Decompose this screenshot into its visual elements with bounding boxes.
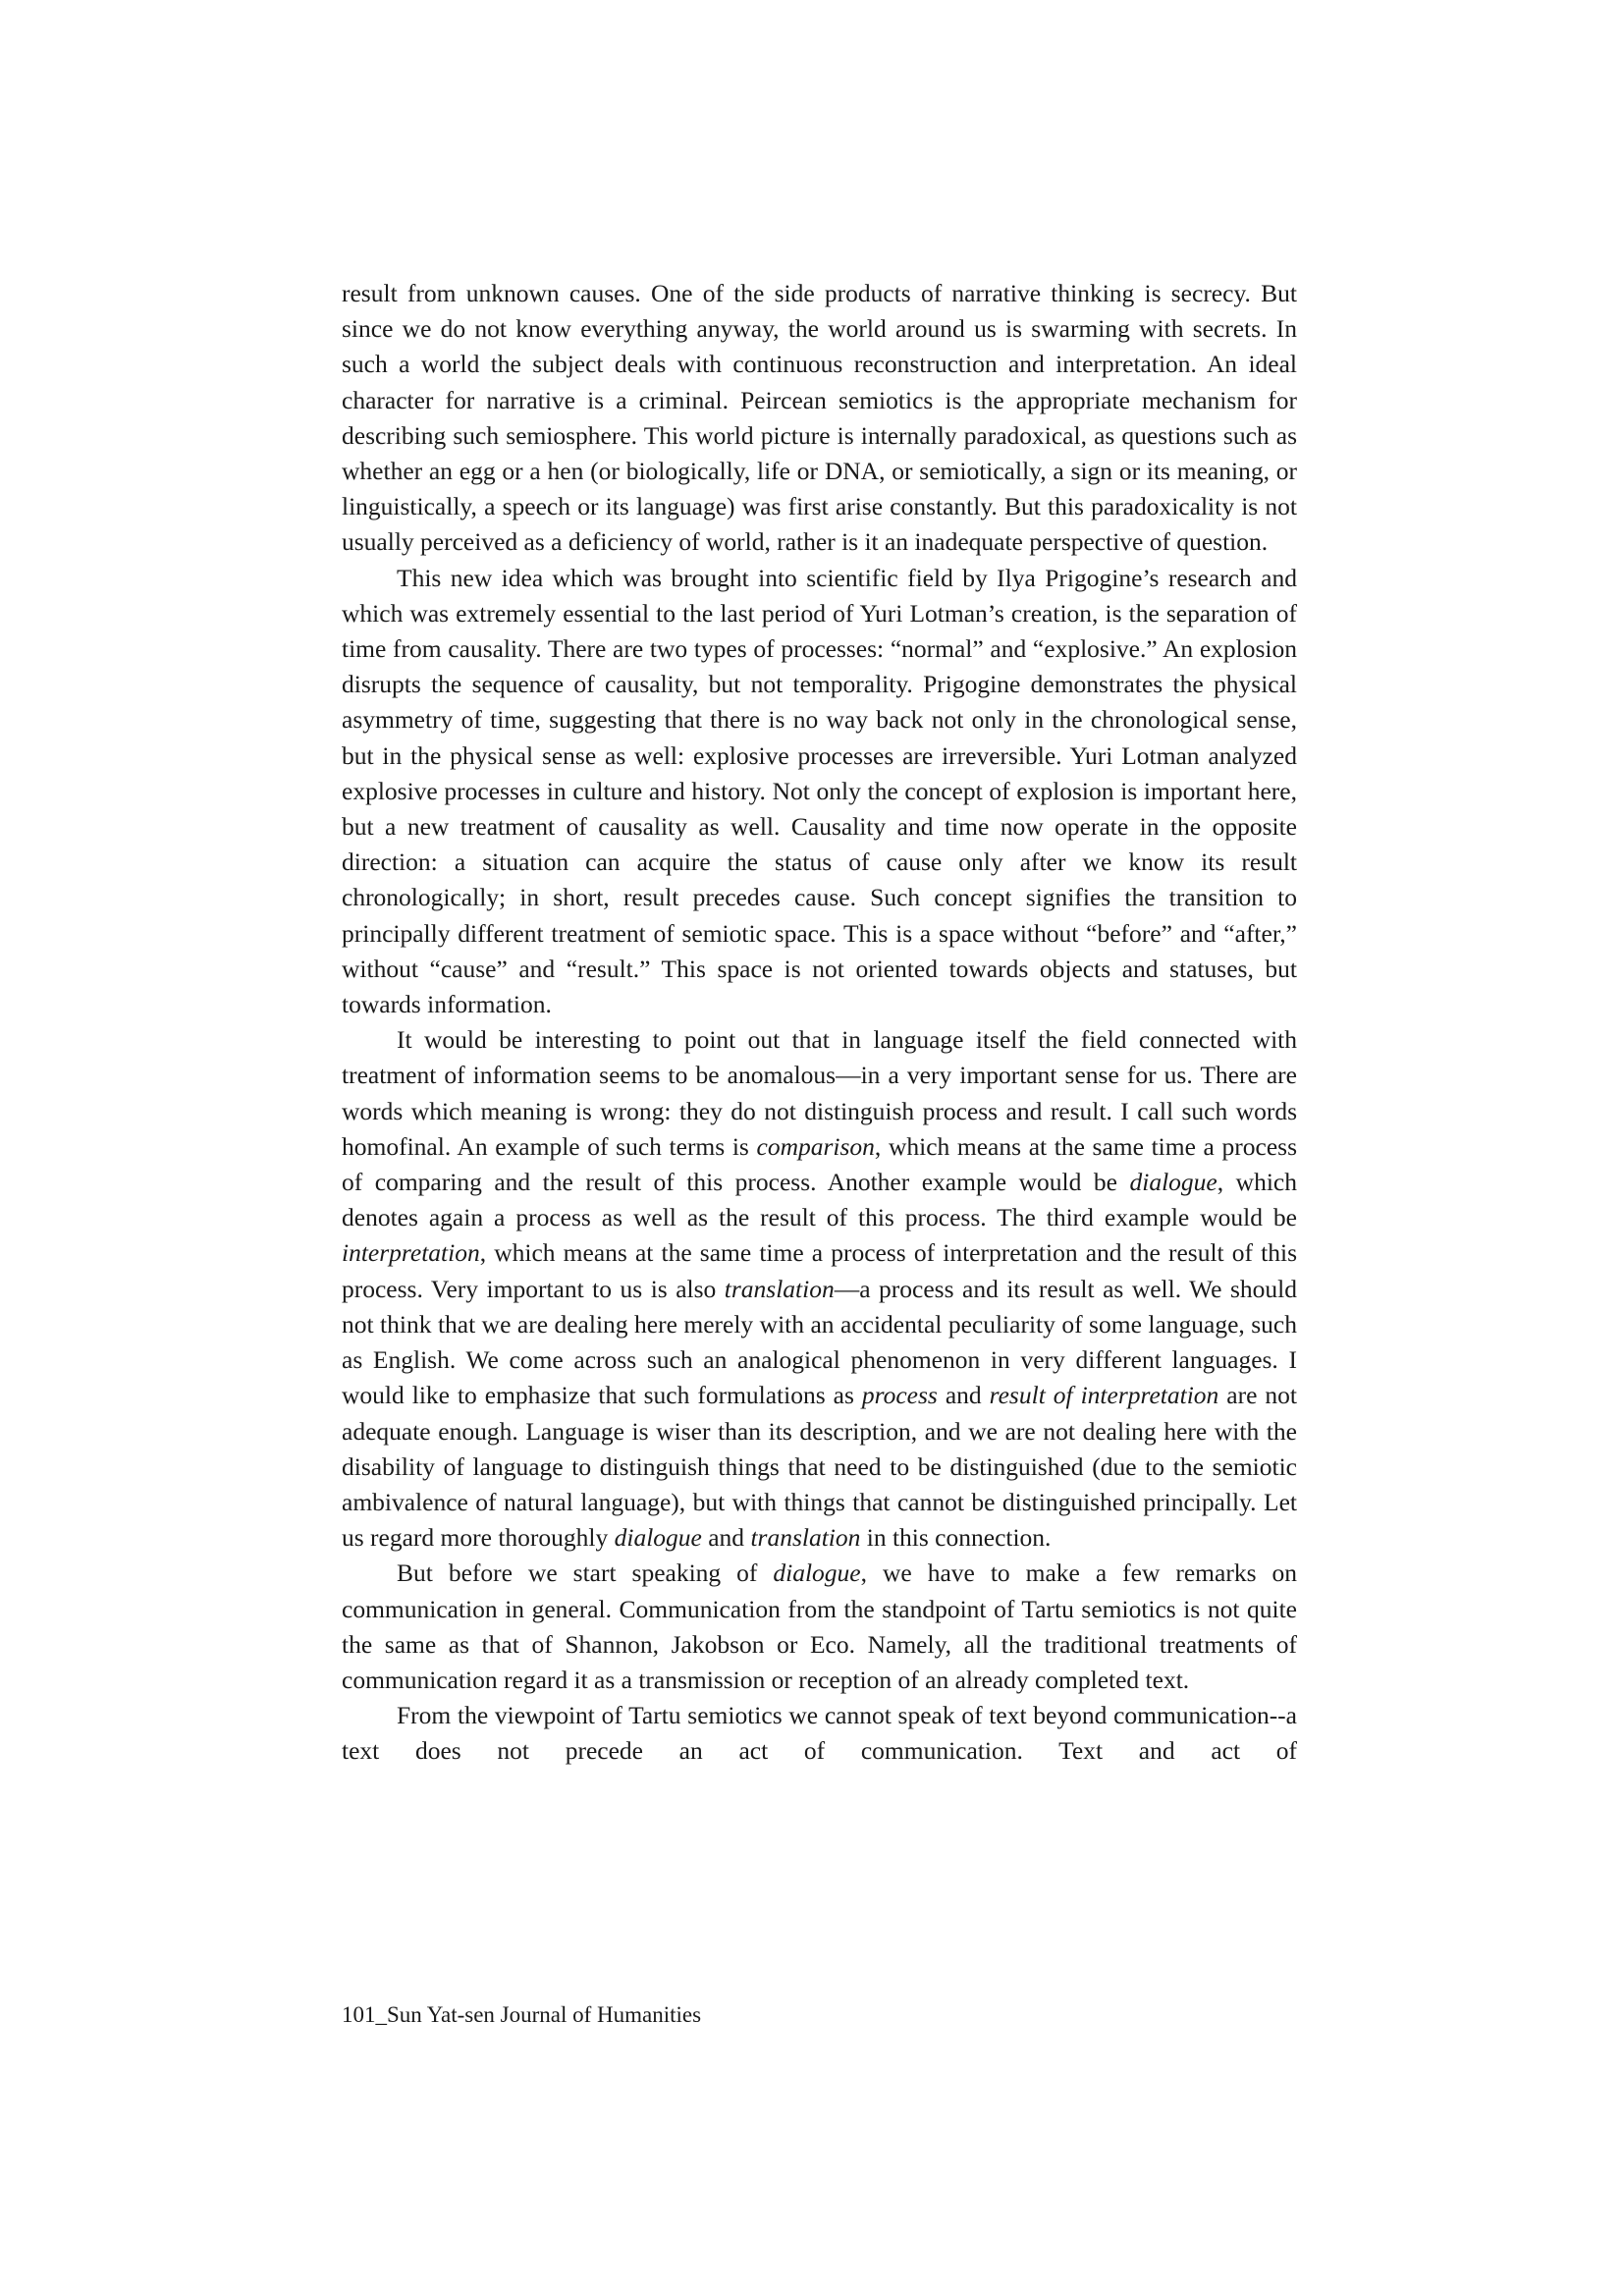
text-run: , which denotes again a process as well as the result of this process. The third example would be <box>342 1168 1297 1232</box>
text-run: and <box>937 1381 990 1410</box>
italic-term: dialogue <box>614 1523 702 1553</box>
italic-term: dialogue <box>773 1558 861 1588</box>
text-run: in this connection. <box>860 1523 1052 1553</box>
text-run: This new idea which was brought into scientific field by Ilya Prigogine’s research and which was extremely essential to the last period of Yuri Lotman’s creation, is the separation of time from causality. There are two types of processes: “normal” and “explosive.” An explosion disrupts the sequence of causality, but not temporality. Prigogine demonstrates the physical asymmetry of time, suggesting that there is no way back not only in the chronological sense, but in the physical sense as well: explosive processes are irreversible. Yuri Lotman analyzed explosive processes in culture and history. Not only the concept of explosion is important here, but a new treatment of causality as well. Causality and time now operate in the opposite direction: a situation can acquire the status of cause only after we know its result chronologically; in short, result precedes cause. Such concept signifies the transition to principally different treatment of semiotic space. This is a space without “before” and “after,” without “cause” and “result.” This space is not oriented towards objects and statuses, but towards information. <box>342 563 1297 1019</box>
paragraph <box>342 276 1297 561</box>
italic-term: interpretation <box>342 1238 480 1268</box>
text-run: It would be interesting to point out that in language itself the field connected with treatment of information seems to be anomalous—in a very important sense for us. There are words which meaning is wrong: they do not distinguish process and result. I call such words homofinal. An example of such terms is <box>342 1025 1297 1161</box>
paragraph <box>342 1022 1297 1556</box>
text-run: are not adequate enough. Language is wiser than its description, and we are not dealing here with the disability of language to distinguish things that need to be distinguished (due to the semiotic ambivalence of natural language), but with things that cannot be distinguished principally. Let us regard more thoroughly <box>342 1381 1297 1553</box>
text-run: result from unknown causes. One of the side products of narrative thinking is secrecy. But since we do not know everything anyway, the world around us is swarming with secrets. In such a world the subject deals with continuous reconstruction and interpretation. An ideal character for narrative is a criminal. Peircean semiotics is the appropriate mechanism for describing such semiosphere. This world picture is internally paradoxical, as questions such as whether an egg or a hen (or biologically, life or DNA, or semiotically, a sign or its meaning, or linguistically, a speech or its language) was first arise constantly. But this paradoxicality is not usually perceived as a deficiency of world, rather is it an inadequate perspective of question. <box>342 279 1297 557</box>
text-run: —a process and its result as well. We should not think that we are dealing here merely with an accidental peculiarity of some language, such as English. We come across such an analogical phenomenon in very different languages. I would like to emphasize that such formulations as <box>342 1274 1297 1410</box>
text-run: , which means at the same time a process of interpretation and the result of this process. Very important to us is also <box>342 1238 1297 1303</box>
text-run: and <box>701 1523 751 1553</box>
text-run: , we have to make a few remarks on communication in general. Communication from the standpoint of Tartu semiotics is not quite the same as that of Shannon, Jakobson or Eco. Namely, all the traditional treatments of communication regard it as a transmission or reception of an already completed text. <box>342 1558 1297 1694</box>
paragraph <box>342 1698 1297 1769</box>
body-text <box>342 276 1297 1770</box>
paragraph <box>342 1556 1297 1698</box>
running-footer: 101_Sun Yat-sen Journal of Humanities <box>342 2002 702 2027</box>
italic-term: comparison <box>756 1131 875 1161</box>
italic-term: translation <box>724 1274 835 1303</box>
text-run: But before we start speaking of <box>397 1558 774 1588</box>
italic-term: dialogue <box>1129 1168 1217 1197</box>
text-run: From the viewpoint of Tartu semiotics we cannot speak of text beyond communication--a text does not precede an act of communication. Text and act of <box>342 1701 1297 1766</box>
text-run: , which means at the same time a process of comparing and the result of this process. Another example would be <box>342 1131 1298 1197</box>
italic-term: translation <box>750 1523 861 1553</box>
italic-term: result of interpretation <box>989 1381 1219 1410</box>
italic-term: process <box>861 1381 938 1410</box>
paragraph <box>342 561 1297 1023</box>
